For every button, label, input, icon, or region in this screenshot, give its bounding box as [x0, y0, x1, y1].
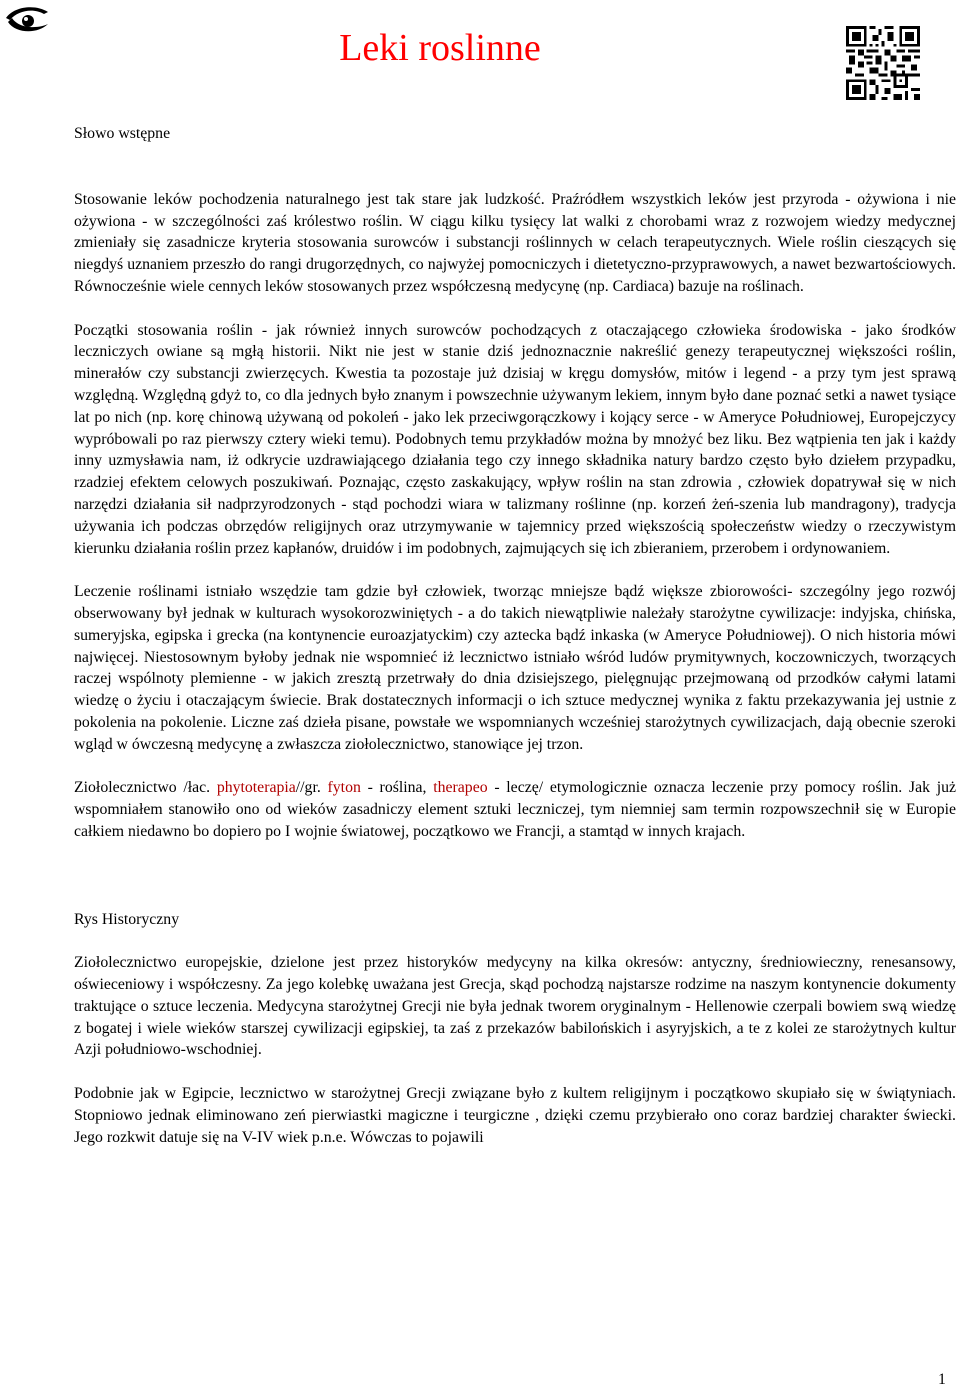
- term-therapeo: therapeo: [433, 779, 488, 797]
- etymology-paragraph: [74, 777, 956, 842]
- etymology-text: - roślina,: [360, 779, 434, 797]
- etymology-text: - leczę/ etymologicznie oznacza leczenie przy pomocy roślin. Jak już wspomniałem stanowiło ono od wieków zasadniczy element sztuki leczniczej, tym niemniej sam termin rozpowszechnił się w Europie całkiem niedawno bo dopiero po I wojnie światowej, początkowo we Francji, a stamtąd w innych krajach.: [74, 779, 957, 840]
- paragraph: Leczenie roślinami istniało wszędzie tam gdzie był człowiek, tworząc mniejsze bądź większe zbiorowości- szczególny jego rozwój obserwowany był jednak w kulturach wysokorozwiniętych - a do takich niewątpliwie należały starożytne cywilizacje: indyjska, chińska, sumeryjska, egipska i grecka (na kontynencie euroazjatyckim) czy aztecka bądź inkaska (w Ameryce Południowej). O nich historia mówi najwięcej. Niestosownym byłoby jednak nie wspomnieć iż lecznictwo istniało wśród ludów prymitywnych, koczowniczych, tworzących raczej wspólnoty plemienne - w jakich zresztą przetrwały do dnia dzisiejszego, pielęgnując przejmowaną od przodków całymi latami wiedzę o życiu i otaczającym świecie. Brak dostatecznych informacji o ich sztuce medycznej wynika z faktu przekazywania jej ustnie z pokolenia na pokolenie. Liczne zaś dzieła pisane, powstałe we wspomnianych wcześniej starożytnych cywilizacjach, dają obecnie szeroki wgląd w ówczesną medycynę a zwłaszcza ziołolecznictwo, stanowiące jej trzon.: [74, 583, 956, 753]
- term-phytoterapia: phytoterapia: [216, 779, 296, 797]
- etymology-text: //gr.: [295, 779, 328, 797]
- qr-code-icon: [846, 26, 920, 100]
- paragraph: Stosowanie leków pochodzenia naturalnego jest tak stare jak ludzkość. Praźródłem wszystkich leków jest przyroda - ożywiona i nie ożywiona - w szczególności zaś królestwo roślin. W ciągu kilku tysięcy lat walki z chorobami wraz z rozwojem wiedzy medycznej zmieniały się zasadnicze kryteria stosowania surowców i substancji roślinnych w celach terapeutycznych. Wiele roślin cieszących się niegdyś uznaniem przeszło do rangi drugorzędnych, co najwyżej pomocniczych i dietetyczno-przyprawowych, a nawet bezwartościowych. Równocześnie wiele cennych leków stosowanych przez współczesną medycynę (np. Cardiaca) bazuje na roślinach.: [74, 190, 956, 295]
- etymology-text: Ziołolecznictwo /łac.: [74, 779, 217, 797]
- section-heading: Rys Historyczny: [74, 910, 180, 928]
- paragraph: Podobnie jak w Egipcie, lecznictwo w starożytnej Grecji związane było z kultem religijnym i początkowo skupiało się w świątyniach. Stopniowo jednak eliminowano zeń pierwiastki magiczne i teurgiczne , dzięki czemu przybierało ono coraz bardziej charakter świecki. Jego rozkwit datuje się na V-IV wiek p.n.e. Wówczas to pojawili: [74, 1085, 956, 1146]
- term-fyton: fyton: [327, 779, 361, 797]
- paragraph: Ziołolecznictwo europejskie, dzielone jest przez historyków medycyny na kilka okresów: antyczny, średniowieczny, renesansowy, oświeceniowy i współczesny. Za jego kolebkę uważana jest Grecja, skąd pochodzą najstarsze rodzime na naszym kontynencie dokumenty traktujące o sztuce leczenia. Medycyna starożytnej Grecji nie była jednak tworem oryginalnym - Hellenowie czerpali bowiem swą wiedzę z bogatej i wiele wieków starszej cywilizacji egipskiej, ta zaś z przekazów babilońskich i asyryjskich, a te z kolei ze starożytnych kultur Azji południowo-wschodniej.: [74, 954, 956, 1059]
- paragraph: Początki stosowania roślin - jak również innych surowców pochodzących z otaczającego człowieka środowiska - jako środków leczniczych owiane są mgłą historii. Nikt nie jest w stanie dziś jednoznacznie nakreślić genezy terapeutycznej większości roślin, minerałów czy substancji zwierzęcych. Kwestia ta pozostaje już dzisiaj w kręgu domysłów, mitów i legend - a przy tym jest sprawą względną. Względną gdyż to, co dla jednych było znanym i powszechnie używanym lekiem, innym było dane poznać setki a nawet tysiące lat po nich (np. korę chinową używaną od pokoleń - jako lek przeciwgorączkowy i kojący serce - w Ameryce Południowej, Europejczycy wypróbowali po raz pierwszy cztery wieki temu). Podobnych temu przykładów można by mnożyć bez liku. Bez wątpienia ten jak i każdy inny uzmysławia nam, iż odkrycie uzdrawiającego działania tego czy innego składnika natury bardzo często było dziełem przypadku, rzadziej efektem celowych poszukiwań. Poznając, często zaskakujący, wpływ roślin na stan zdrowia , człowiek dopatrywał się w nich narzędzi działania sił nadprzyrodzonych - stąd pochodzi wiara w talizmany roślinne (np. korzeń żeń-szenia lub mandragony), tradycja używania ich podczas obrzędów religijnych oraz utrzymywanie w tajemnicy przed większością społeczeństw wiedzy o rzeczywistym kierunku działania roślin przez kapłanów, druidów i im podobnych, zajmujących się ich zbieraniem, przerobem i ordynowaniem.: [74, 321, 956, 557]
- section-heading: Słowo wstępne: [74, 125, 171, 142]
- document-body: [74, 123, 956, 1170]
- page-title: Leki roslinne: [339, 27, 541, 69]
- page-number: 1: [938, 1371, 946, 1388]
